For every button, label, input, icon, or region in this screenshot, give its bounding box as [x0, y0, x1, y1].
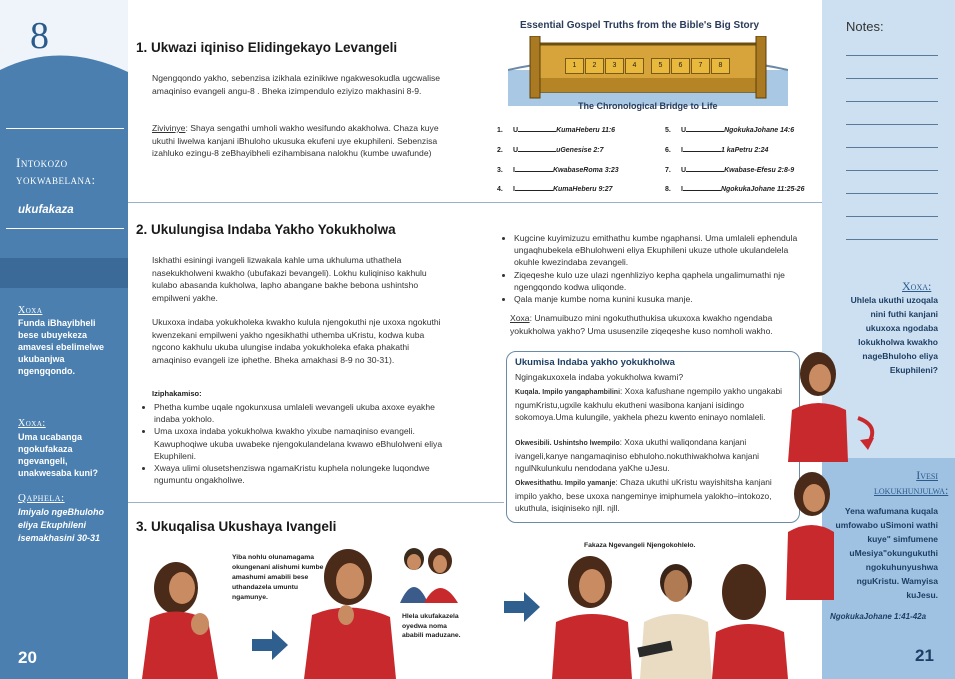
bridge-subtitle: The Chronological Bridge to Life [578, 101, 718, 111]
ref-blank-start: I [513, 167, 515, 174]
xoxa-label: Xoxa [18, 305, 43, 316]
story-part1-text: : Xoxa kafushane ngempilo yakho ungakabi ngumKristu,ugxile kakhulu ekutheni wasibona kanjani isidingo sokomoya.Uma kulungile, yakhela phezu kwento eninayo nomlaleli. [515, 386, 783, 423]
note-line [846, 101, 938, 102]
story-part1-label: Kuqala. Impilo yangaphambilini [515, 389, 621, 396]
ref-scripture: NgokukaJohane 14:6 [724, 127, 795, 134]
ref-number: 3. [497, 167, 503, 174]
xoxa-label: Xoxa: [902, 279, 932, 293]
xoxa-text: Uma ucabanga ngokufakaza ngevangeli, unakwesaba kuni? [18, 432, 99, 478]
note-line [846, 147, 938, 148]
page-number-top: 8 [30, 15, 49, 57]
ivesi-label: Ivesi lokukhunjulwa: [874, 468, 949, 497]
zivivinye-label: Zivivinye [152, 123, 186, 133]
section2-para1: Iskhathi esiningi ivangeli lizwakala kahle uma ukhuluma uthathela nasekukholweni kwakho (ubufakazi bevangeli). Lokhu kuliqiniso kakhulu kulabo abasanda kukholwa, lapho abangane bakhe bebona ushintsho empilweni yakhe. [152, 255, 427, 303]
section3-title: 3. Ukuqalisa Ukushaya Ivangeli [136, 519, 337, 534]
ref-scripture: 1 kaPetru 2:24 [720, 147, 769, 154]
woman-side-illustration [788, 352, 848, 462]
xoxa-label: Xoxa [510, 313, 530, 323]
story-part2-label: Okwesibili. Ushintsho lwempilo [515, 440, 620, 447]
xoxa-text: Uhlela ukuthi uzoqala nini futhi kanjani ukuxoxa ngodaba lokukholwa kwakho nageBhuloho eliya Ekuphileni? [850, 295, 938, 375]
qaphela-label: Qaphela: [18, 492, 65, 504]
bullet-item: • Kugcine kuyimizuzu emithathu kumbe ngaphansi. Uma umlaleli ephendula ungaqhubekela eBhulohweni eliya Ekuphileni ukuze uthole ukulandelela okuhle kwezindaba zevangeli. [514, 232, 810, 269]
bullet-item: • Qala manje kumbe noma kunini kusuka manje. [514, 293, 810, 305]
right-bullets [500, 232, 810, 305]
section2-title: 2. Ukulungisa Indaba Yakho Yokukholwa [136, 222, 396, 237]
ref-blank-line [515, 183, 553, 191]
story-part2 [515, 436, 791, 475]
section1-title: 1. Ukwazi iqiniso Elidingekayo Levangeli [136, 40, 398, 55]
ref-blank-line [686, 164, 724, 172]
section2-xoxa [510, 312, 810, 337]
ref-number: 7. [665, 167, 671, 174]
ref-number: 6. [665, 147, 671, 154]
page-number-left: 20 [18, 648, 37, 667]
ref-blank-start: I [681, 147, 683, 154]
ref-scripture: uGenesise 2:7 [556, 147, 604, 154]
sidebar-heading-line1: Intokozo [16, 155, 68, 170]
story-part1 [515, 385, 791, 424]
bridge-reference-row [665, 144, 768, 154]
bridge-reference-row [497, 183, 612, 193]
bridge-plank: 3 [605, 58, 624, 74]
note-line [846, 216, 938, 217]
xoxa-text: Funda iBhayibheli bese ubuyekeza amavesi ebelimelwe ukubanjwa ngengqondo. [18, 318, 105, 376]
tip-item: • Uma uxoxa indaba yokukholwa kwakho yixube namaqiniso evangeli. Kawuphoqiwe ukuba uwabeke njengokulandelana kwawo eBhulolweni eliya Ekuphileni. [154, 425, 444, 462]
divider [6, 128, 124, 129]
ref-number: 1. [497, 127, 503, 134]
ref-blank-line [515, 164, 553, 172]
arrow-right-icon [504, 592, 540, 622]
note-line [846, 55, 938, 56]
bridge-plank: 6 [671, 58, 690, 74]
section1-para1: Ngengqondo yakho, sebenzisa izikhala ezinikiwe ngakwesokudla ugcwalise amaqiniso evangeli angu-8 . Bheka izimpendulo eziyizo makhasini 8-9. [152, 73, 441, 96]
ref-blank-start: U [513, 127, 519, 134]
divider [128, 202, 822, 203]
note-line [846, 124, 938, 125]
friends-photo-illustration [398, 545, 460, 603]
sidebar-band [0, 258, 128, 288]
ref-blank-line [686, 124, 724, 132]
ref-number: 8. [665, 186, 671, 193]
note-line [846, 193, 938, 194]
bridge-reference-row [497, 164, 619, 174]
section1-para2 [152, 122, 442, 160]
ref-scripture: KumaHeberu 11:6 [556, 127, 616, 134]
story-part2-text: : Xoxa ukuthi waliqondana kanjani ivangeli,kanye nangamaqiniso ebhuloho.nokuthiwakholwa kanjani ngulNkulunkulu nendodana yaKhe uJesu. [515, 437, 759, 474]
caption-plan: Hlela ukufakazela oyedwa noma ababili maduzane. [402, 613, 461, 639]
ref-blank-line [683, 144, 721, 152]
sidebar-subheading: ukufakaza [18, 204, 74, 216]
notes-label: Notes: [846, 19, 884, 34]
xoxa-text: : Unamuibuzo mini ngokuthuthukisa ukuxoxa kwakho ngendaba yokukholwa yakho? Uma ususenzile ziqeqeshe kuso nomholi wakho. [510, 313, 773, 336]
ref-blank-start: I [513, 186, 515, 193]
ref-blank-start: I [681, 186, 683, 193]
note-line [846, 170, 938, 171]
ivesi-text: Yena wafumana kuqala umfowabo uSimoni wathi kuye" simfumene uMesiya"okungukuthi ngokuhunyushwa nguKristu. Wamyisa kuJesu. [835, 506, 938, 600]
bridge-plank: 1 [565, 58, 584, 74]
bridge-plank: 5 [651, 58, 670, 74]
note-line [846, 239, 938, 240]
caption-prayer-list: Yiba nohlu olunamagama okungenani alishumi kumbe amashumi amabili bese uthandazela umuntu ngamunye. [232, 554, 324, 601]
tips-label: Iziphakamiso: [152, 389, 202, 398]
caption-witness: Fakaza Ngevangeli Njengokohlelo. [584, 542, 696, 549]
bridge-plank: 2 [585, 58, 604, 74]
left-sidebar-curve [0, 0, 128, 120]
bridge-reference-row [665, 124, 794, 134]
bridge-reference-row [497, 124, 615, 134]
ref-number: 5. [665, 127, 671, 134]
tip-item: • Xwaya ulimi olusetshenziswa ngamaKristu kuphela nolungeke luqondwe ngumuntu ongakholiwe. [154, 462, 444, 486]
tips-list [140, 401, 444, 486]
ref-blank-line [518, 124, 556, 132]
thinking-woman-illustration [300, 545, 400, 679]
ref-blank-line [683, 183, 721, 191]
note-line [846, 78, 938, 79]
bridge-plank: 4 [625, 58, 644, 74]
xoxa-label: Xoxa: [18, 418, 46, 429]
ref-scripture: KwabaseRoma 3:23 [552, 167, 619, 174]
story-part3-text: : Chaza ukuthi uKristu wayishitsha kanjani impilo yakho, bese uxoxa nangeminye imiphumela yalokho–intokozo, ukuthula, isiqiniseko njll. njll. [515, 477, 772, 514]
sidebar-heading-line2: yokwabelana: [16, 172, 96, 187]
divider [128, 502, 504, 503]
praying-woman-illustration [136, 560, 228, 679]
group-witnessing-illustration [548, 552, 788, 679]
arrow-right-icon [252, 630, 288, 660]
bridge-reference-row [665, 183, 804, 193]
ref-number: 4. [497, 186, 503, 193]
story-part3-label: Okwesithathu. Impilo yamanje [515, 480, 616, 487]
tip-item: • Phetha kumbe uqale ngokunxusa umlaleli wevangeli ukuba axoxe eyakhe indaba yokholo. [154, 401, 444, 425]
ref-scripture: Kwabase-Efesu 2:8-9 [724, 167, 795, 174]
ref-scripture: KumaHeberu 9:27 [552, 186, 613, 193]
ref-number: 2. [497, 147, 503, 154]
bridge-reference-row [665, 164, 794, 174]
page-number-right: 21 [915, 646, 934, 665]
bridge-plank: 8 [711, 58, 730, 74]
story-part3 [515, 476, 791, 515]
ref-blank-line [518, 144, 556, 152]
story-box-title: Ukumisa Indaba yakho yokukholwa [515, 357, 675, 368]
ref-blank-start: U [681, 167, 687, 174]
ivesi-reference: NgokukaJohane 1:41-42a [830, 612, 927, 621]
ref-scripture: NgokukaJohane 11:25-26 [720, 186, 805, 193]
divider [6, 228, 124, 229]
curved-arrow-icon [852, 416, 882, 450]
zivivinye-text: : Shaya sengathi umholi wakho wesifundo akakholwa. Chaza kuye ukuthi liwelwa kanjani iBhuloho ukusuka ekufeni uye ekuphileni. Sebenzisa izahluko ezingu-8 zeBhayibheli ezihambisana nalokhu (kumbe uwafunde) [152, 123, 439, 159]
bridge-plank: 7 [691, 58, 710, 74]
bridge-reference-row [497, 144, 604, 154]
story-box-subtitle: Ngingakuxoxela indaba yokukholwa kwami? [515, 372, 684, 382]
woman-side-illustration [786, 470, 834, 600]
section2-para2: Ukuxoxa indaba yokukholeka kwakho kulula njengokuthi nje uxoxa ngokuthi kwenzekani empilweni yakho ngesikhathi uthemba uKristu, kodwa kuba ngcono kakhulu ukuba ulungise indaba yokukholeka efaka phakathi amaqiniso evangeli ize iphethe. Bheka amakhasi 8-9 no 30-31). [152, 317, 441, 365]
ref-blank-start: U [513, 147, 519, 154]
qaphela-text: Imiyalo ngeBhuloho eliya Ekuphileni isemakhasini 30-31 [18, 507, 105, 543]
bridge-title: Essential Gospel Truths from the Bible's Big Story [520, 20, 760, 31]
ref-blank-start: U [681, 127, 687, 134]
bullet-item: • Ziqeqeshe kulo uze ulazi ngenhliziyo kepha qaphela ungalimumathi nje ngengqondo kodwa uliqonde. [514, 269, 810, 293]
